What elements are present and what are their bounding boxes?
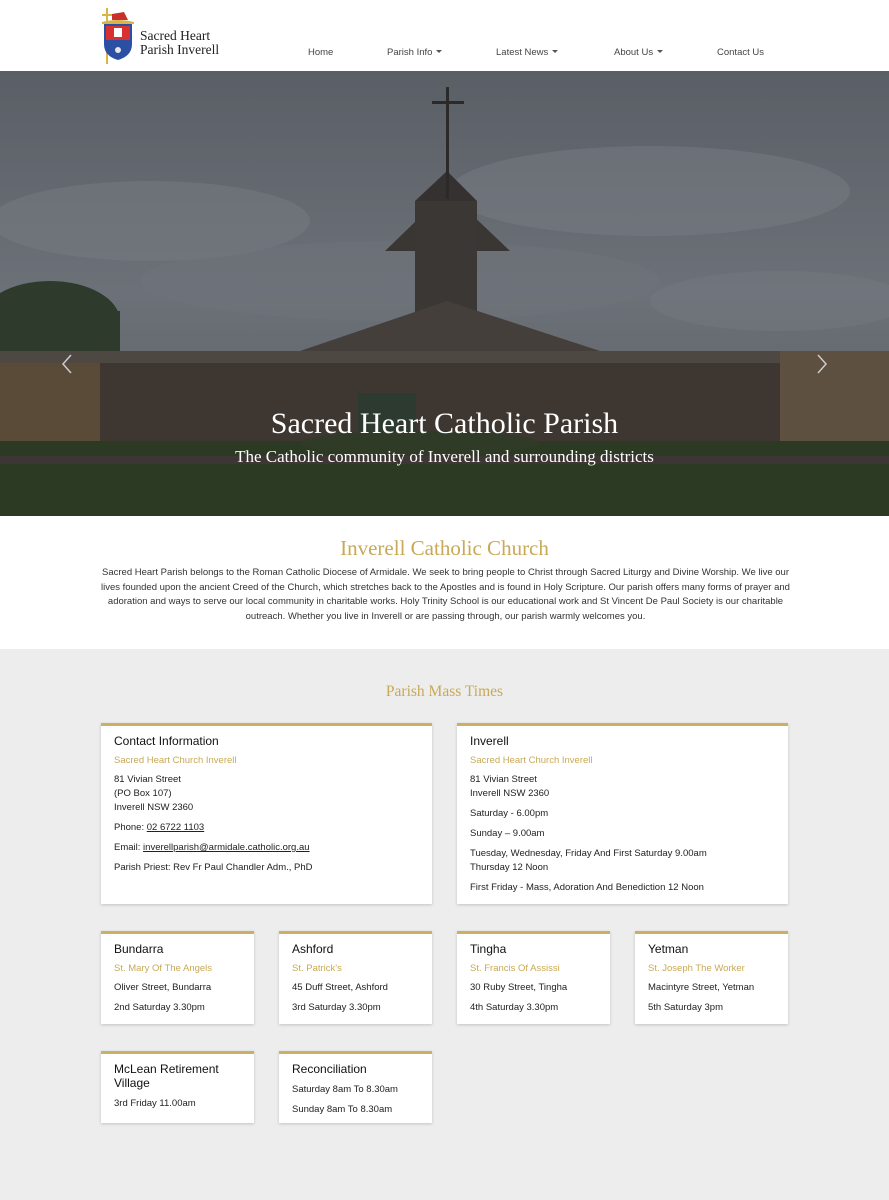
nav-contact-us-label: Contact Us <box>717 47 764 58</box>
priest-name: Rev Fr Paul Chandler Adm., PhD <box>173 862 313 873</box>
mass-time: 4th Saturday 3.30pm <box>470 1002 559 1013</box>
address-line: 81 Vivian Street <box>470 774 537 785</box>
mass-time: Thursday 12 Noon <box>470 862 549 873</box>
email-link[interactable]: inverellparish@armidale.catholic.org.au <box>143 842 310 853</box>
address-line: (PO Box 107) <box>114 788 172 799</box>
card-title: Ashford <box>292 942 334 956</box>
bundarra-card <box>101 931 254 1024</box>
hero-title: Sacred Heart Catholic Parish <box>270 407 619 440</box>
mass-time: 3rd Saturday 3.30pm <box>292 1002 381 1013</box>
church-name: St. Francis Of Assissi <box>470 963 560 974</box>
priest-label: Parish Priest: <box>114 862 171 873</box>
ashford-card <box>279 931 432 1024</box>
church-name: St. Joseph The Worker <box>648 963 745 974</box>
address-line: 81 Vivian Street <box>114 774 181 785</box>
email-label: Email: <box>114 842 141 853</box>
contact-card <box>101 723 432 904</box>
intro-heading: Inverell Catholic Church <box>340 536 549 560</box>
nav-latest-news[interactable] <box>496 47 558 58</box>
nav-parish-info[interactable] <box>387 47 442 58</box>
chevron-right-icon[interactable] <box>815 353 829 375</box>
intro-text: Sacred Heart Parish belongs to the Roman Catholic Diocese of Armidale. We seek to bring people to Christ through Sacred Liturgy and Divine Worship. We live our lives founded upon the ancient Creed of the Church, which stretches back to the Apostles and is found in Holy Scripture. Our parish offers many forms of prayer and adoration and ways to serve our local community in charitable works. Holy Trinity School is our educational work and St Vincent De Paul Society is our charitable outreach. Whether you live in Inverell or are passing through, our parish warmly welcomes you. <box>101 567 790 622</box>
reconciliation-card <box>279 1051 432 1123</box>
card-title: Reconciliation <box>292 1062 367 1076</box>
nav-parish-info-label: Parish Info <box>387 47 433 58</box>
email-line <box>114 841 419 855</box>
church-name: St. Mary Of The Angels <box>114 963 213 974</box>
inverell-card <box>457 723 788 904</box>
reconciliation-time: Saturday 8am To 8.30am <box>292 1084 398 1095</box>
mass-time: Tuesday, Wednesday, Friday And First Saturday 9.00am <box>470 848 707 859</box>
caret-down-icon <box>657 50 663 53</box>
mass-time: Sunday – 9.00am <box>470 828 545 839</box>
card-title: Yetman <box>648 942 689 956</box>
mass-time: First Friday - Mass, Adoration And Benediction 12 Noon <box>470 882 704 893</box>
intro-section <box>0 516 889 649</box>
card-title: Contact Information <box>114 734 219 748</box>
address-line: Oliver Street, Bundarra <box>114 982 212 993</box>
church-name: Sacred Heart Church Inverell <box>114 755 237 766</box>
nav-contact-us[interactable] <box>717 47 764 58</box>
nav-home-label: Home <box>308 47 334 58</box>
address-line: 30 Ruby Street, Tingha <box>470 982 568 993</box>
logo-line-1: Sacred Heart <box>140 28 211 43</box>
site-header <box>0 0 889 71</box>
nav-about-us-label: About Us <box>614 47 654 58</box>
chevron-left-icon[interactable] <box>60 353 74 375</box>
hero-subtitle: The Catholic community of Inverell and surrounding districts <box>235 447 654 466</box>
phone-link[interactable]: 02 6722 1103 <box>146 822 205 833</box>
nav-latest-news-label: Latest News <box>496 47 549 58</box>
reconciliation-time: Sunday 8am To 8.30am <box>292 1104 393 1115</box>
logo-line-2: Parish Inverell <box>140 42 220 57</box>
tingha-card <box>457 931 610 1024</box>
church-name: St. Patrick's <box>292 963 342 974</box>
mass-times-heading: Parish Mass Times <box>385 683 504 700</box>
main-nav <box>0 47 889 61</box>
phone-line <box>114 821 419 835</box>
card-title: Inverell <box>470 734 509 748</box>
caret-down-icon <box>552 50 558 53</box>
address-line: Inverell NSW 2360 <box>470 788 550 799</box>
caret-down-icon <box>436 50 442 53</box>
address-line: 45 Duff Street, Ashford <box>292 982 388 993</box>
mclean-card <box>101 1051 254 1123</box>
phone-label: Phone: <box>114 822 145 833</box>
mass-time: 2nd Saturday 3.30pm <box>114 1002 205 1013</box>
card-title: Tingha <box>470 942 507 956</box>
mass-time: 5th Saturday 3pm <box>648 1002 723 1013</box>
mass-time: 3rd Friday 11.00am <box>114 1098 196 1109</box>
address-line: Inverell NSW 2360 <box>114 802 194 813</box>
nav-about-us[interactable] <box>614 47 663 58</box>
address-line: Macintyre Street, Yetman <box>648 982 755 993</box>
hero-slider <box>0 71 889 516</box>
card-title: Bundarra <box>114 942 164 956</box>
mass-time: Saturday - 6.00pm <box>470 808 549 819</box>
yetman-card <box>635 931 788 1024</box>
priest-line <box>114 861 419 875</box>
card-title: McLean Retirement Village <box>114 1062 219 1090</box>
nav-home[interactable] <box>308 47 333 58</box>
church-name: Sacred Heart Church Inverell <box>470 755 593 766</box>
